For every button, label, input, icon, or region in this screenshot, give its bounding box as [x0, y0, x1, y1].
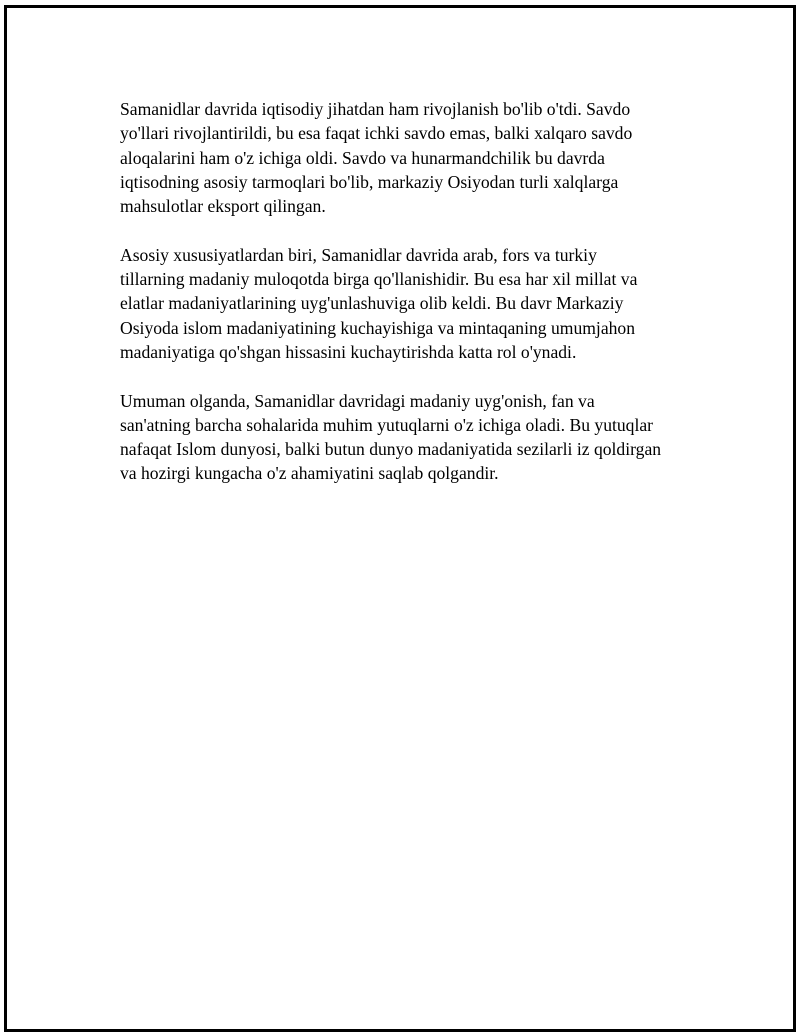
paragraph-conclusion	[120, 389, 710, 486]
text-line: yo'llari rivojlantirildi, bu esa faqat ichki savdo emas, balki xalqaro savdo	[120, 123, 633, 144]
page-frame	[4, 5, 796, 1032]
text-line: Samanidlar davrida iqtisodiy jihatdan ham rivojlanish bo'lib o'tdi. Savdo	[120, 99, 631, 119]
text-line: iqtisodning asosiy tarmoqlari bo'lib, markaziy Osiyodan turli xalqlarga	[120, 171, 619, 192]
paragraph-economy	[120, 97, 710, 218]
text-line: Umuman olganda, Samanidlar davridagi madaniy uyg'onish, fan va	[120, 390, 595, 411]
text-line: Asosiy xususiyatlardan biri, Samanidlar davrida arab, fors va turkiy	[120, 244, 597, 265]
text-line: elatlar madaniyatlarining uyg'unlashuviga olib keldi. Bu davr Markaziy	[120, 293, 624, 314]
text-line: san'atning barcha sohalarida muhim yutuqlarni o'z ichiga oladi. Bu yutuqlar	[120, 414, 654, 435]
text-line: va hozirgi kungacha o'z ahamiyatini saqlab qolgandir.	[120, 463, 499, 484]
text-line: madaniyatiga qo'shgan hissasini kuchaytirishda katta rol o'ynadi.	[120, 341, 577, 362]
text-line: tillarning madaniy muloqotda birga qo'llanishidir. Bu esa har xil millat va	[120, 269, 638, 290]
text-line: aloqalarini ham o'z ichiga oldi. Savdo va hunarmandchilik bu davrda	[120, 147, 605, 168]
paragraph-languages	[120, 243, 710, 364]
text-line: nafaqat Islom dunyosi, balki butun dunyo madaniyatida sezilarli iz qoldirgan	[120, 439, 662, 460]
text-line: Osiyoda islom madaniyatining kuchayishiga va mintaqaning umumjahon	[120, 317, 636, 338]
document-body	[120, 97, 710, 510]
text-line: mahsulotlar eksport qilingan.	[120, 196, 326, 217]
